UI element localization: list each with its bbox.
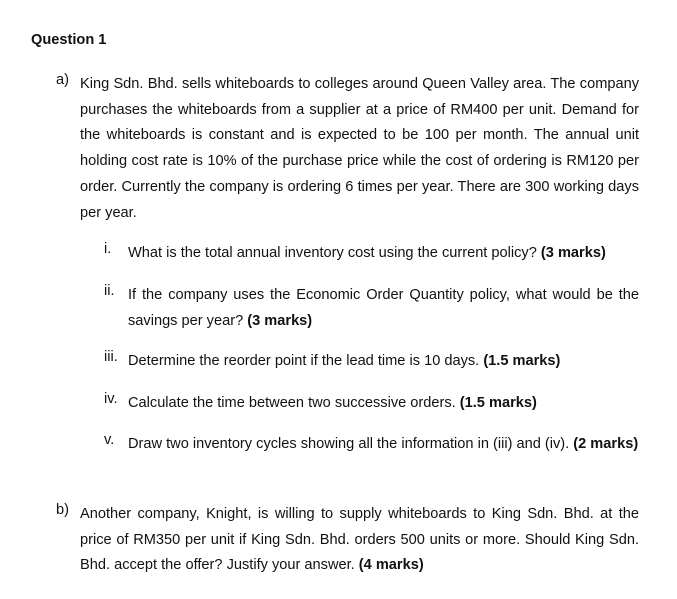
subquestion-ii [104,283,639,334]
part-a [56,72,639,226]
subquestion-iv [104,391,639,417]
subquestion-marks: (3 marks) [540,245,606,261]
subquestion-number: iii. [104,349,118,365]
subquestion-text: What is the total annual inventory cost using the current policy? [128,245,537,261]
subquestion-number: ii. [104,283,115,299]
subquestion-number: i. [104,241,112,257]
subquestion-i [104,241,639,267]
part-b-text: Another company, Knight, is willing to supply whiteboards to King Sdn. Bhd. at the price of RM350 per unit if King Sdn. Bhd. orders 500 units or more. Should King Sdn. Bhd. accept the offer? Justify your answer. [80,506,639,574]
subquestion-text: Draw two inventory cycles showing all the information in (iii) and (iv). [128,436,570,452]
question-title: Question 1 [31,32,107,48]
part-a-label: a) [56,72,69,88]
subquestion-iii [104,349,639,375]
part-a-text: King Sdn. Bhd. sells whiteboards to colleges around Queen Valley area. The company purchases the whiteboards from a supplier at a price of RM400 per unit. Demand for the whiteboards is constant and is expected to be 100 per month. The annual unit holding cost rate is 10% of the purchase price while the cost of ordering is RM120 per order. Currently the company is ordering 6 times per year. There are 300 working days per year. [80,76,639,221]
subquestion-marks: (1.5 marks) [483,353,561,369]
subquestion-text: Determine the reorder point if the lead time is 10 days. [128,353,480,369]
subquestion-marks: (3 marks) [247,312,313,329]
part-b-label: b) [56,502,69,518]
part-b [56,502,639,579]
subquestion-number: v. [104,432,115,448]
subquestion-text: If the company uses the Economic Order Quantity policy, what would be the savings per year? [128,287,639,329]
part-b-marks: (4 marks) [358,557,424,574]
subquestion-v [104,432,639,458]
subquestion-text: Calculate the time between two successive orders. [128,395,456,411]
subquestion-marks: (2 marks) [573,436,639,452]
subquestion-number: iv. [104,391,118,407]
subquestion-marks: (1.5 marks) [459,395,537,411]
